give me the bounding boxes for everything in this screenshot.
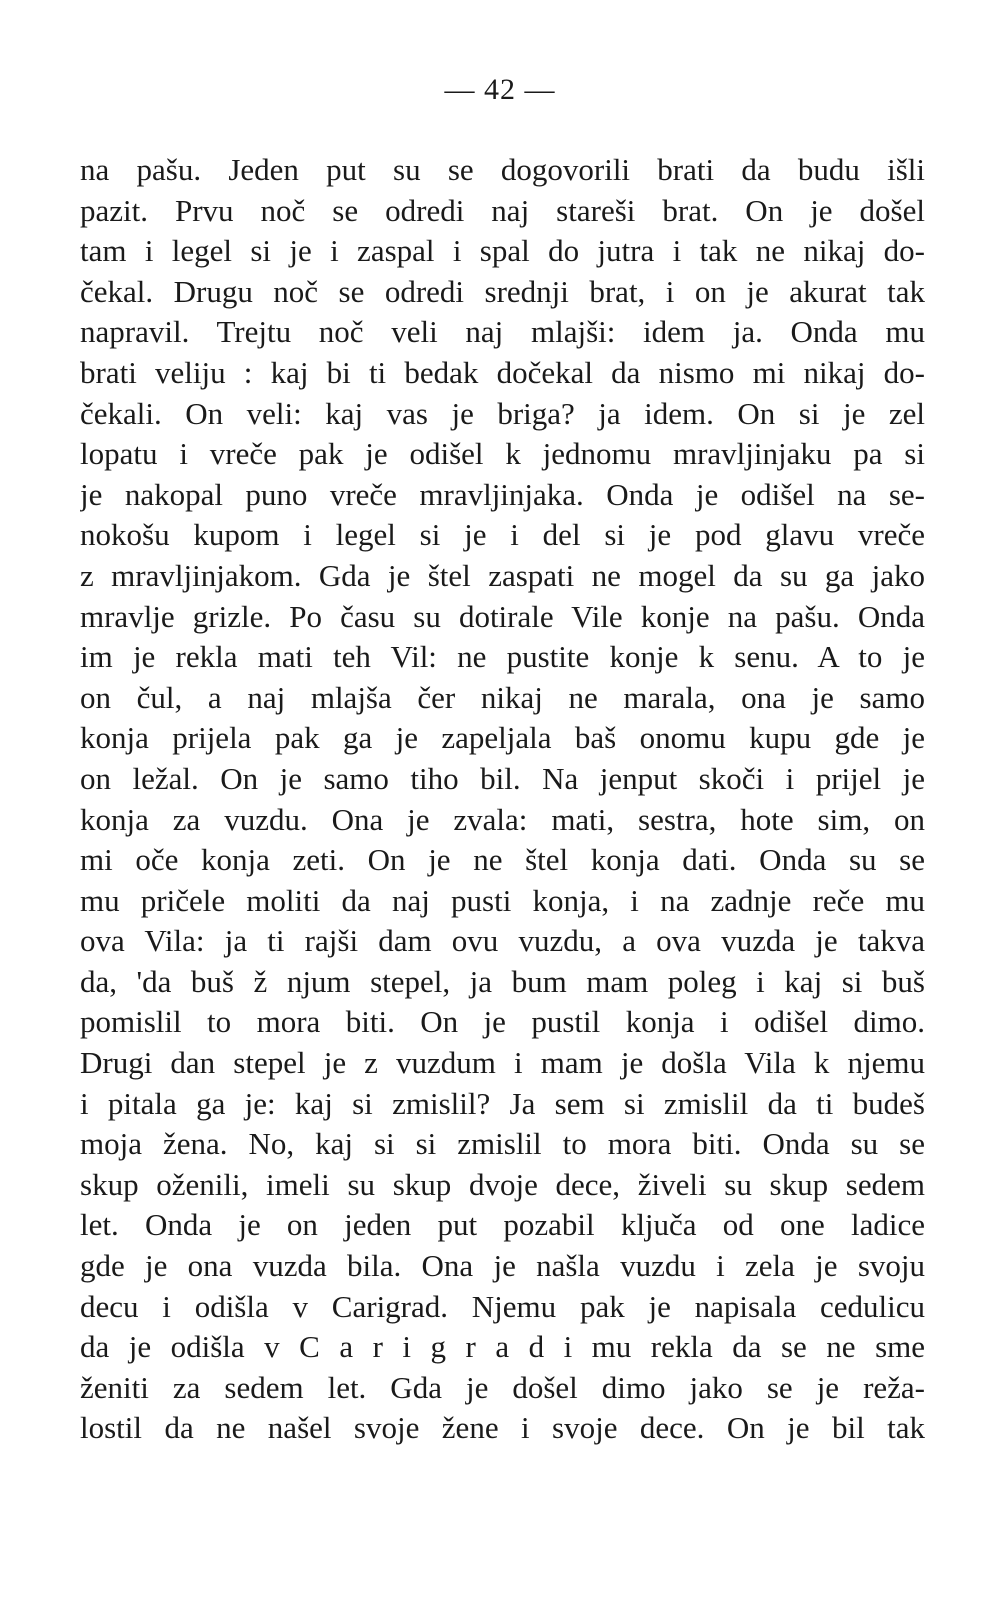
text-line: ova Vila: ja ti rajši dam ovu vuzdu, a ova vuzda je takva [80,923,925,959]
text-line: gde je ona vuzda bila. Ona je našla vuzdu i zela je svoju [80,1248,925,1284]
text-line: pazit. Prvu noč se odredi naj stareši brat. On je došel [80,192,925,228]
text-line: na pašu. Jeden put su se dogovorili brati da budu išli [80,152,925,187]
text-line: da, 'da buš ž njum stepel, ja bum mam poleg i kaj si buš [80,963,925,999]
text-line: skup oženili, imeli su skup dvoje dece, živeli su skup sedem [80,1166,925,1202]
text-line: tam i legel si je i zaspal i spal do jutra i tak ne nikaj do- [80,233,925,269]
text-line: da je odišla v C a r i g r a d i mu rekla da se ne sme [80,1329,925,1365]
text-line: let. Onda je on jeden put pozabil ključa od one ladice [80,1207,925,1243]
text-line: nokošu kupom i legel si je i del si je pod glavu vreče [80,517,925,553]
text-line: ženiti za sedem let. Gda je došel dimo jako se je reža- [80,1369,925,1405]
text-line: im je rekla mati teh Vil: ne pustite konje k senu. A to je [80,639,925,675]
text-line: mu pričele moliti da naj pusti konja, i na zadnje reče mu [80,882,925,918]
text-line: i pitala ga je: kaj si zmislil? Ja sem si zmislil da ti budeš [80,1085,925,1121]
text-line: moja žena. No, kaj si si zmislil to mora biti. Onda su se [80,1126,925,1162]
page-number: — 42 — [444,73,556,106]
text-line: napravil. Trejtu noč veli naj mlajši: idem ja. Onda mu [80,314,925,350]
text-line: Drugi dan stepel je z vuzdum i mam je došla Vila k njemu [80,1045,925,1081]
text-line: brati veliju : kaj bi ti bedak dočekal da nismo mi nikaj do- [80,354,925,390]
text-line: pomislil to mora biti. On je pustil konja i odišel dimo. [80,1004,925,1040]
text-line: čekal. Drugu noč se odredi srednji brat, i on je akurat tak [80,273,925,309]
body-text [80,150,925,1449]
text-line: čekali. On veli: kaj vas je briga? ja idem. On si je zel [80,395,925,431]
text-line: mi oče konja zeti. On je ne štel konja dati. Onda su se [80,842,925,878]
text-line: lopatu i vreče pak je odišel k jednomu mravljinjaku pa si [80,436,925,472]
text-line: z mravljinjakom. Gda je štel zaspati ne mogel da su ga jako [80,557,925,593]
text-line: konja za vuzdu. Ona je zvala: mati, sestra, hote sim, on [80,801,925,837]
text-line-last: lostil da ne našel svoje žene i svoje dece. On je bil tak [80,1410,925,1446]
text-line: je nakopal puno vreče mravljinjaka. Onda je odišel na se- [80,476,925,512]
text-line: konja prijela pak ga je zapeljala baš onomu kupu gde je [80,720,925,756]
text-line: mravlje grizle. Po času su dotirale Vile konje na pašu. Onda [80,598,925,634]
text-line: on čul, a naj mlajša čer nikaj ne marala, ona je samo [80,679,925,715]
text-line: decu i odišla v Carigrad. Njemu pak je napisala cedulicu [80,1288,925,1324]
text-line: on ležal. On je samo tiho bil. Na jenput skoči i prijel je [80,760,925,796]
